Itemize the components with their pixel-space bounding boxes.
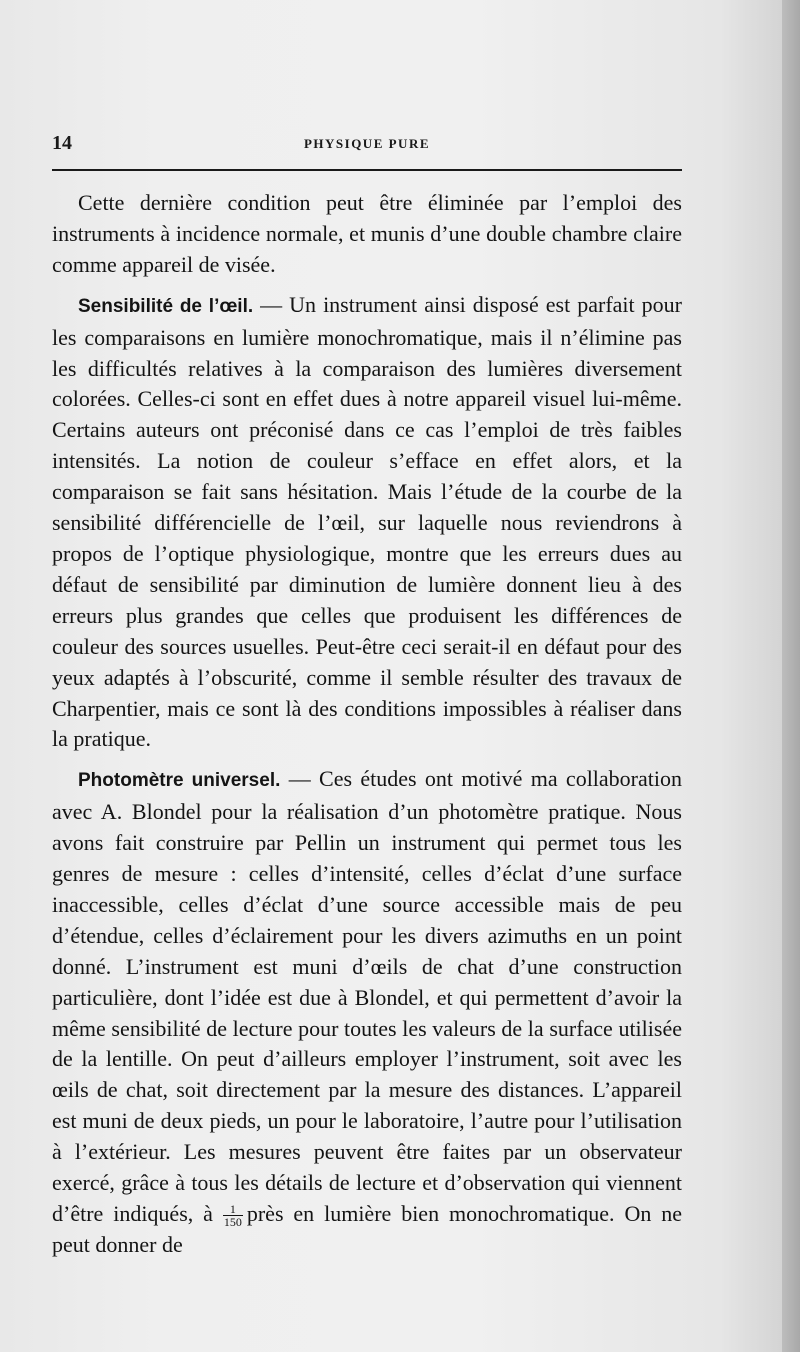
fraction-numerator: 1 bbox=[223, 1203, 243, 1216]
paragraph-text: — Un instrument ainsi disposé est parfait pour les comparaisons en lumière monochromatique, mais il n’élimine pas les difficultés relatives à la comparaison des lumières diversement colorées. Celles-ci sont en effet dues à notre appareil visuel lui-même. Certains auteurs ont préconisé dans ce cas l’emploi de très faibles intensités. La notion de couleur s’efface en effet alors, et la comparaison se fait sans hésitation. Mais l’étude de la courbe de la sensibilité différencielle de l’œil, sur laquelle nous reviendrons à propos de l’optique physiologique, montre que les erreurs dues au défaut de sensibilité par diminution de lumière donnent lieu à des erreurs plus grandes que celles que produisent les différences de couleur des sources usuelles. Peut-être ceci serait-il en défaut pour des yeux adaptés à l’obscurité, comme il semble résulter des travaux de Charpentier, mais ce sont là des conditions impossibles à réaliser dans la pratique. bbox=[52, 291, 682, 752]
section-heading: Photomètre universel. bbox=[78, 770, 281, 792]
running-head bbox=[52, 132, 682, 156]
page-edge-shadow bbox=[782, 0, 800, 1352]
section-heading: Sensibilité de l’œil. bbox=[78, 295, 254, 317]
paragraph-text: — Ces études ont motivé ma collaboration avec A. Blondel pour la réalisation d’un photomètre pratique. Nous avons fait construire par Pellin un instrument qui permet tous les genres de mesure : celles d’intensité, celles d’éclat d’une surface inaccessible, celles d’éclat d’une source accessible mais de peu d’étendue, celles d’éclairement pour les divers azimuths en un point donné. L’instrument est muni d’œils de chat d’une construction particulière, dont l’idée est due à Blondel, et qui permettent d’avoir la même sensibilité de lecture pour toutes les valeurs de la surface utilisée de la lentille. On peut d’ailleurs employer l’instrument, soit avec les œils de chat, soit directement par la mesure des distances. L’appareil est muni de deux pieds, un pour le laboratoire, l’autre pour l’utilisation à l’extérieur. Les mesures peuvent être faites par un observateur exercé, grâce à tous les détails de lecture et d’observation qui viennent d’être indiqués, à bbox=[52, 766, 682, 1226]
paragraph-text-end: près en lumière bien monochromatique. On ne peut donner de bbox=[52, 1201, 683, 1257]
paragraph bbox=[52, 290, 682, 756]
header-rule bbox=[52, 169, 682, 171]
running-title: PHYSIQUE PURE bbox=[303, 136, 431, 151]
paragraph-text: Cette dernière condition peut être éliminée par l’emploi des instruments à incidence normale, et munis d’une double chambre claire comme appareil de visée. bbox=[52, 190, 682, 277]
page-number: 14 bbox=[52, 132, 72, 154]
paragraph bbox=[52, 188, 682, 281]
paragraph bbox=[52, 764, 682, 1261]
fraction-denominator: 150 bbox=[223, 1215, 242, 1230]
fraction bbox=[223, 1203, 243, 1228]
body-text bbox=[52, 188, 682, 1261]
